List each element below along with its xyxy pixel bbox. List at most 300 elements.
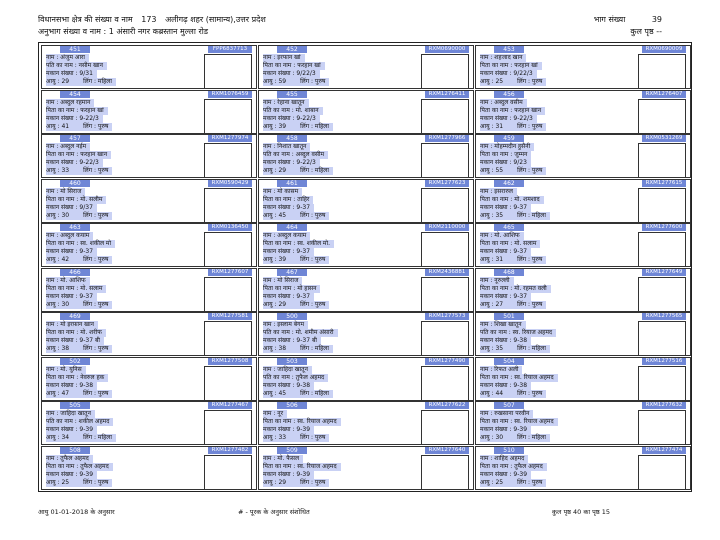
epic-id: RXM0690000 bbox=[425, 46, 469, 53]
photo-box bbox=[421, 366, 469, 401]
epic-id: RXM0531269 bbox=[642, 135, 686, 142]
relation-name: पिता का नाम : स्व. शकील मो. bbox=[263, 240, 334, 248]
epic-id: RXM2110000 bbox=[425, 224, 469, 231]
header-part-number bbox=[594, 14, 662, 26]
voter-card bbox=[475, 401, 691, 445]
photo-box bbox=[421, 277, 469, 312]
serial-number: 504 bbox=[494, 358, 524, 365]
relation-name: पिता का नाम : स्व. शकील मो bbox=[46, 240, 115, 248]
voter-name: नाम : जाहिदा खातून bbox=[46, 410, 95, 418]
gender: लिंग : महिला bbox=[300, 167, 329, 174]
voter-card bbox=[41, 312, 257, 356]
photo-box bbox=[204, 188, 252, 223]
house-number: मकान संख्या : 9-22/3 bbox=[263, 159, 320, 167]
age-gender bbox=[46, 434, 116, 442]
voter-card bbox=[475, 90, 691, 134]
epic-id: RXM1276411 bbox=[425, 91, 469, 98]
age-gender bbox=[46, 78, 116, 86]
relation-name: पिता का नाम : जुम्मन bbox=[480, 151, 531, 159]
gender: लिंग : पुरुष bbox=[517, 167, 543, 174]
voter-name: नाम : शिखा खातून bbox=[480, 321, 526, 329]
epic-id: RXM1277607 bbox=[208, 269, 252, 276]
relation-name: पिता का नाम : तुफैल अहमद bbox=[46, 463, 113, 471]
voter-name: नाम : मो कासम bbox=[263, 188, 302, 196]
relation-name: पिता का नाम : फरहान खान bbox=[480, 107, 545, 115]
voter-name: नाम : नूर bbox=[263, 410, 287, 418]
gender: लिंग : पुरुष bbox=[517, 389, 543, 397]
photo-box bbox=[204, 321, 252, 356]
epic-id: RXM1277615 bbox=[642, 180, 686, 187]
photo-box bbox=[204, 54, 252, 89]
voter-card bbox=[475, 268, 691, 312]
gender: लिंग : पुरुष bbox=[517, 78, 543, 85]
age-gender bbox=[480, 212, 550, 220]
age: आयु : 25 bbox=[480, 478, 504, 486]
serial-number: 506 bbox=[277, 402, 307, 409]
age-gender bbox=[263, 78, 329, 86]
relation-name: पति का नाम : शकील अहमद bbox=[46, 418, 113, 426]
serial-number: 469 bbox=[60, 313, 90, 320]
photo-box bbox=[421, 232, 469, 267]
age-gender bbox=[480, 434, 550, 442]
voter-card bbox=[258, 446, 474, 490]
voter-card bbox=[475, 179, 691, 223]
epic-id: RXM1277516 bbox=[642, 358, 686, 365]
gender: लिंग : महिला bbox=[517, 345, 546, 352]
house-number: मकान संख्या : 9/22/3 bbox=[263, 70, 320, 78]
voter-name: नाम : शहजाद खान bbox=[480, 54, 526, 62]
header-section: अनुभाग संख्या व नाम : 1 अंसारी नगर कब्रस्तान मुल्ला रोड bbox=[38, 27, 209, 36]
photo-box bbox=[421, 99, 469, 134]
photo-box bbox=[638, 366, 686, 401]
age-gender bbox=[480, 78, 546, 86]
voter-card bbox=[475, 134, 691, 178]
voter-card bbox=[41, 446, 257, 490]
gender: लिंग : पुरुष bbox=[300, 256, 326, 263]
voter-name: नाम : अब्दुल कयाम bbox=[46, 232, 93, 240]
voter-card bbox=[41, 90, 257, 134]
house-number: मकान संख्या : 9-37 bbox=[263, 204, 314, 212]
serial-number: 454 bbox=[60, 91, 90, 98]
photo-box bbox=[204, 232, 252, 267]
epic-id: RXM1076459 bbox=[208, 91, 252, 98]
age: आयु : 30 bbox=[46, 211, 70, 219]
epic-id: RXM1276407 bbox=[642, 91, 686, 98]
page-footer bbox=[38, 506, 690, 518]
age: आयु : 45 bbox=[263, 389, 287, 397]
photo-box bbox=[204, 277, 252, 312]
age: आयु : 33 bbox=[263, 434, 287, 441]
epic-id: RXM1277467 bbox=[208, 402, 252, 409]
gender: लिंग : पुरुष bbox=[300, 478, 326, 486]
age-gender bbox=[480, 390, 546, 398]
relation-name: पिता का नाम : मो. सलीम bbox=[46, 196, 106, 204]
house-number: मकान संख्या : 9-22/3 bbox=[46, 159, 103, 167]
house-number: मकान संख्या : 9-37 bbox=[46, 248, 97, 256]
serial-number: 468 bbox=[494, 269, 524, 276]
relation-name: पति का नाम : मो. शमीम अंसारी bbox=[263, 329, 338, 337]
age-gender bbox=[480, 167, 546, 175]
photo-box bbox=[204, 455, 252, 490]
epic-id: RXM1277632 bbox=[642, 402, 686, 409]
gender: लिंग : पुरुष bbox=[517, 122, 543, 130]
serial-number: 505 bbox=[60, 402, 90, 409]
age: आयु : 25 bbox=[46, 478, 70, 486]
house-number: मकान संख्या : 9/31 bbox=[46, 70, 97, 78]
photo-box bbox=[421, 321, 469, 356]
relation-name: पिता का नाम : मो. रहमत वली bbox=[480, 285, 551, 293]
voter-card bbox=[258, 179, 474, 223]
voter-name: नाम : इरफान खां bbox=[263, 54, 305, 62]
photo-box bbox=[421, 410, 469, 445]
gender: लिंग : पुरुष bbox=[517, 256, 543, 263]
gender: लिंग : पुरुष bbox=[83, 167, 109, 174]
voter-name: नाम : रुखसाना परवीन bbox=[480, 410, 533, 418]
gender: लिंग : पुरुष bbox=[83, 478, 109, 486]
gender: लिंग : पुरुष bbox=[517, 300, 543, 308]
house-number: मकान संख्या : 9-39 bbox=[263, 426, 314, 434]
house-number: मकान संख्या : 9/22/3 bbox=[480, 70, 537, 78]
photo-box bbox=[638, 99, 686, 134]
photo-box bbox=[638, 410, 686, 445]
relation-name: पति का नाम : तुफैल अहमद bbox=[263, 374, 328, 382]
gender: लिंग : पुरुष bbox=[83, 300, 109, 308]
epic-id: RXM1277966 bbox=[425, 135, 469, 142]
header-constituency-number: 173 bbox=[141, 15, 157, 24]
age: आयु : 30 bbox=[480, 434, 504, 441]
epic-id: RXM1277482 bbox=[208, 447, 252, 454]
photo-box bbox=[421, 54, 469, 89]
gender: लिंग : महिला bbox=[300, 122, 329, 130]
age: आयु : 29 bbox=[46, 78, 70, 85]
relation-name: पिता का नाम : स्व. रियाज अहमद bbox=[480, 418, 558, 426]
serial-number: 503 bbox=[277, 358, 307, 365]
age-gender bbox=[263, 345, 333, 353]
voter-name: नाम : मोहम्मदीन हुसैनी bbox=[480, 143, 534, 151]
voter-card bbox=[475, 223, 691, 267]
voter-name: नाम : मो. आशिफ bbox=[480, 232, 524, 240]
relation-name: पति का नाम : स्व. रियाज अहमद bbox=[480, 329, 556, 337]
header-part-label: भाग संख्या bbox=[593, 15, 626, 24]
epic-id: RXM1277508 bbox=[208, 358, 252, 365]
gender: लिंग : महिला bbox=[300, 345, 329, 352]
gender: लिंग : महिला bbox=[517, 434, 546, 441]
age: आयु : 31 bbox=[480, 122, 504, 130]
epic-id: RXM0136450 bbox=[208, 224, 252, 231]
age-gender bbox=[480, 479, 546, 487]
photo-box bbox=[638, 321, 686, 356]
serial-number: 459 bbox=[494, 135, 524, 142]
house-number: मकान संख्या : 9-39 bbox=[46, 471, 97, 479]
header-constituency-name: अलीगढ़ शहर (सामान्य),उत्तर प्रदेश bbox=[165, 15, 266, 24]
house-number: मकान संख्या : 9-22/3 bbox=[480, 115, 537, 123]
photo-box bbox=[638, 188, 686, 223]
voter-card bbox=[475, 446, 691, 490]
epic-id: RXM1277974 bbox=[208, 135, 252, 142]
house-number: मकान संख्या : 9-22/3 bbox=[263, 115, 320, 123]
voter-name: नाम : मो सिराज bbox=[46, 188, 85, 196]
relation-name: पिता का नाम : स्व. रियाज अहमद bbox=[263, 463, 341, 471]
age: आयु : 39 bbox=[263, 122, 287, 130]
photo-box bbox=[638, 277, 686, 312]
voter-card bbox=[475, 312, 691, 356]
house-number: मकान संख्या : 9/37 bbox=[46, 204, 97, 212]
gender: लिंग : पुरुष bbox=[300, 300, 326, 308]
serial-number: 452 bbox=[277, 46, 307, 53]
voter-card bbox=[258, 223, 474, 267]
voter-name: नाम : अंजुम आरा bbox=[46, 54, 89, 62]
age-gender bbox=[46, 256, 112, 264]
age: आयु : 39 bbox=[263, 256, 287, 263]
photo-box bbox=[204, 366, 252, 401]
age-gender bbox=[480, 123, 546, 131]
voter-name: नाम : नूरुल्ली bbox=[480, 277, 514, 285]
voter-name: नाम : अब्दुल नईम bbox=[46, 143, 90, 151]
serial-number: 500 bbox=[277, 313, 307, 320]
voter-card bbox=[475, 45, 691, 89]
age: आयु : 45 bbox=[263, 211, 287, 219]
voter-card bbox=[41, 134, 257, 178]
header-line-1 bbox=[38, 14, 272, 26]
house-number: मकान संख्या : 9-39 bbox=[46, 426, 97, 434]
house-number: मकान संख्या : 9-39 bbox=[263, 471, 314, 479]
voter-card bbox=[41, 223, 257, 267]
serial-number: 501 bbox=[494, 313, 524, 320]
house-number: मकान संख्या : 9-38 bbox=[480, 382, 531, 390]
serial-number: 457 bbox=[60, 135, 90, 142]
gender: लिंग : पुरुष bbox=[83, 389, 109, 397]
photo-box bbox=[638, 232, 686, 267]
voter-name: नाम : शाहिद अहमद bbox=[480, 455, 528, 463]
voter-card bbox=[258, 312, 474, 356]
voter-card bbox=[258, 268, 474, 312]
voter-name: नाम : अब्दुल वसीम bbox=[480, 99, 527, 107]
voter-card bbox=[258, 90, 474, 134]
relation-name: पिता का नाम : फरहान खान bbox=[46, 151, 111, 159]
age: आयु : 25 bbox=[480, 78, 504, 85]
epic-id: RXM1277573 bbox=[425, 313, 469, 320]
house-number: मकान संख्या : 9-38 bbox=[263, 382, 314, 390]
photo-box bbox=[421, 455, 469, 490]
age-gender bbox=[263, 434, 329, 442]
serial-number: 451 bbox=[60, 46, 90, 53]
relation-name: पिता का नाम : फरहान खां bbox=[46, 107, 108, 115]
serial-number: 507 bbox=[494, 402, 524, 409]
epic-id: RXM1277490 bbox=[425, 358, 469, 365]
photo-box bbox=[204, 143, 252, 178]
epic-id: RXM0590429 bbox=[208, 180, 252, 187]
relation-name: पिता का नाम : मो हासन bbox=[263, 285, 320, 293]
voter-name: नाम : मो. फैसल bbox=[263, 455, 303, 463]
voter-name: नाम : जाहिदा खातून bbox=[263, 366, 312, 374]
serial-number: 466 bbox=[60, 269, 90, 276]
house-number: मकान संख्या : 9-37 bbox=[480, 248, 531, 256]
age: आयु : 34 bbox=[46, 434, 70, 441]
photo-box bbox=[638, 455, 686, 490]
voter-name: नाम : मो सिराज bbox=[263, 277, 302, 285]
age: आयु : 41 bbox=[46, 122, 70, 130]
serial-number: 455 bbox=[277, 91, 307, 98]
gender: लिंग : पुरुष bbox=[300, 211, 326, 219]
age-gender bbox=[263, 212, 329, 220]
relation-name: पिता का नाम : तुफैल अहमद bbox=[480, 463, 547, 471]
age-gender bbox=[263, 123, 333, 131]
age-gender bbox=[263, 479, 329, 487]
photo-box bbox=[421, 188, 469, 223]
age: आयु : 38 bbox=[263, 345, 287, 352]
epic-id: RXM1277640 bbox=[425, 447, 469, 454]
relation-name: पिता का नाम : फरहान खां bbox=[480, 62, 542, 70]
serial-number: 463 bbox=[60, 224, 90, 231]
gender: लिंग : महिला bbox=[517, 211, 546, 219]
voter-card bbox=[258, 45, 474, 89]
age: आयु : 29 bbox=[263, 167, 287, 174]
voter-name: नाम : अब्दुल रहमान bbox=[46, 99, 94, 107]
gender: लिंग : पुरुष bbox=[83, 211, 109, 219]
serial-number: 460 bbox=[60, 180, 90, 187]
age-gender bbox=[46, 123, 112, 131]
photo-box bbox=[204, 99, 252, 134]
age: आयु : 38 bbox=[46, 345, 70, 352]
age-gender bbox=[263, 301, 329, 309]
gender: लिंग : पुरुष bbox=[83, 122, 109, 130]
serial-number: 453 bbox=[494, 46, 524, 53]
age: आयु : 55 bbox=[480, 167, 504, 174]
age: आयु : 27 bbox=[480, 300, 504, 308]
voter-name: नाम : रेहाना खातून bbox=[263, 99, 309, 107]
age-gender bbox=[46, 212, 112, 220]
house-number: मकान संख्या : 9-38 bbox=[480, 337, 531, 345]
epic-id: RXM1277623 bbox=[425, 180, 469, 187]
serial-number: 461 bbox=[277, 180, 307, 187]
voter-card bbox=[258, 357, 474, 401]
relation-name: पिता का नाम : फरहान खां bbox=[263, 62, 325, 70]
epic-id: RXM1277565 bbox=[642, 313, 686, 320]
voter-card bbox=[41, 45, 257, 89]
age: आयु : 35 bbox=[480, 211, 504, 219]
photo-box bbox=[204, 410, 252, 445]
house-number: मकान संख्या : 9-37 bbox=[263, 248, 314, 256]
voter-card-grid bbox=[38, 42, 692, 492]
footer-supplement-note: # - पूरक के अनुसार संशोधित bbox=[238, 508, 310, 516]
gender: लिंग : पुरुष bbox=[83, 345, 109, 352]
voter-name: नाम : रिफत अली bbox=[480, 366, 522, 374]
age-gender bbox=[46, 345, 112, 353]
header-total-pages: कुल पृष्ठ -- bbox=[630, 27, 662, 36]
epic-id: FPP6837713 bbox=[208, 46, 252, 53]
relation-name: पिता का नाम : स्व. रियाज अहमद bbox=[480, 374, 558, 382]
relation-name: पिता का नाम : मो. सलाम bbox=[480, 240, 540, 248]
house-number: मकान संख्या : 9-37 बी bbox=[46, 337, 104, 345]
age: आयु : 35 bbox=[480, 345, 504, 352]
house-number: मकान संख्या : 9-37 बी bbox=[263, 337, 321, 345]
voter-card bbox=[41, 268, 257, 312]
house-number: मकान संख्या : 9-37 bbox=[480, 204, 531, 212]
gender: लिंग : पुरुष bbox=[300, 434, 326, 441]
serial-number: 509 bbox=[277, 447, 307, 454]
gender: लिंग : पुरुष bbox=[300, 78, 326, 85]
gender: लिंग : पुरुष bbox=[517, 478, 543, 486]
age-gender bbox=[480, 345, 550, 353]
voter-name: नाम : निशात खातून bbox=[263, 143, 310, 151]
gender: लिंग : महिला bbox=[83, 78, 112, 85]
house-number: मकान संख्या : 9/23 bbox=[480, 159, 531, 167]
serial-number: 462 bbox=[494, 180, 524, 187]
relation-name: पिता का नाम : स्व. रियाज अहमद bbox=[263, 418, 341, 426]
age-gender bbox=[46, 167, 112, 175]
voter-card bbox=[41, 401, 257, 445]
serial-number: 510 bbox=[494, 447, 524, 454]
relation-name: पिता का नाम : मो. शमशाद bbox=[480, 196, 544, 204]
header-constituency-label: विधानसभा क्षेत्र की संख्या व नाम bbox=[38, 15, 133, 24]
age-gender bbox=[46, 390, 112, 398]
age: आयु : 44 bbox=[480, 389, 504, 397]
page-header bbox=[38, 14, 690, 40]
house-number: मकान संख्या : 9-37 bbox=[263, 293, 314, 301]
age-gender bbox=[263, 256, 329, 264]
house-number: मकान संख्या : 9-37 bbox=[480, 293, 531, 301]
serial-number: 467 bbox=[277, 269, 307, 276]
age: आयु : 33 bbox=[46, 167, 70, 174]
gender: लिंग : पुरुष bbox=[83, 256, 109, 263]
footer-page-count: कुल पृष्ठ 40 का पृष्ठ 15 bbox=[552, 508, 610, 516]
relation-name: पिता का नाम : ताहिर bbox=[263, 196, 313, 204]
serial-number: 464 bbox=[277, 224, 307, 231]
photo-box bbox=[638, 143, 686, 178]
serial-number: 465 bbox=[494, 224, 524, 231]
age: आयु : 47 bbox=[46, 389, 70, 397]
voter-card bbox=[475, 357, 691, 401]
voter-name: नाम : अब्दुल कयाम bbox=[263, 232, 310, 240]
house-number: मकान संख्या : 9-22/3 bbox=[46, 115, 103, 123]
age-gender bbox=[480, 301, 546, 309]
voter-name: नाम : तुफैल अहमद bbox=[46, 455, 93, 463]
relation-name: पिता का नाम : मो. सलाम bbox=[46, 285, 106, 293]
footer-age-note: आयु 01-01-2018 के अनुसार bbox=[38, 508, 115, 516]
age-gender bbox=[480, 256, 546, 264]
voter-name: नाम : इस्लाम बेगम bbox=[263, 321, 308, 329]
relation-name: पिता का नाम : मो. शरीफ bbox=[46, 329, 106, 337]
epic-id: RXM1277581 bbox=[208, 313, 252, 320]
epic-id: RXM1277600 bbox=[642, 224, 686, 231]
gender: लिंग : महिला bbox=[300, 389, 329, 397]
relation-name: पति का नाम : मो. शाबान bbox=[263, 107, 323, 115]
house-number: मकान संख्या : 9-37 bbox=[46, 293, 97, 301]
voter-name: नाम : मो. युनिस bbox=[46, 366, 86, 374]
header-part-value: 39 bbox=[651, 15, 662, 24]
house-number: मकान संख्या : 9-38 bbox=[46, 382, 97, 390]
voter-name: नाम : मो. आशिफ bbox=[46, 277, 90, 285]
age: आयु : 29 bbox=[263, 300, 287, 308]
age-gender bbox=[263, 167, 333, 175]
age-gender bbox=[263, 390, 333, 398]
voter-name: नाम : मो इरफ़ान खान bbox=[46, 321, 98, 329]
age-gender bbox=[46, 479, 112, 487]
epic-id: RXM1277622 bbox=[425, 402, 469, 409]
gender: लिंग : महिला bbox=[83, 434, 112, 441]
serial-number: 456 bbox=[494, 91, 524, 98]
house-number: मकान संख्या : 9-39 bbox=[480, 426, 531, 434]
relation-name: पति का नाम : नसीम खान bbox=[46, 62, 107, 70]
photo-box bbox=[421, 143, 469, 178]
serial-number: 458 bbox=[277, 135, 307, 142]
serial-number: 508 bbox=[60, 447, 90, 454]
house-number: मकान संख्या : 9-39 bbox=[480, 471, 531, 479]
voter-card bbox=[258, 401, 474, 445]
age-gender bbox=[46, 301, 112, 309]
age: आयु : 42 bbox=[46, 256, 70, 263]
age: आयु : 29 bbox=[263, 478, 287, 486]
